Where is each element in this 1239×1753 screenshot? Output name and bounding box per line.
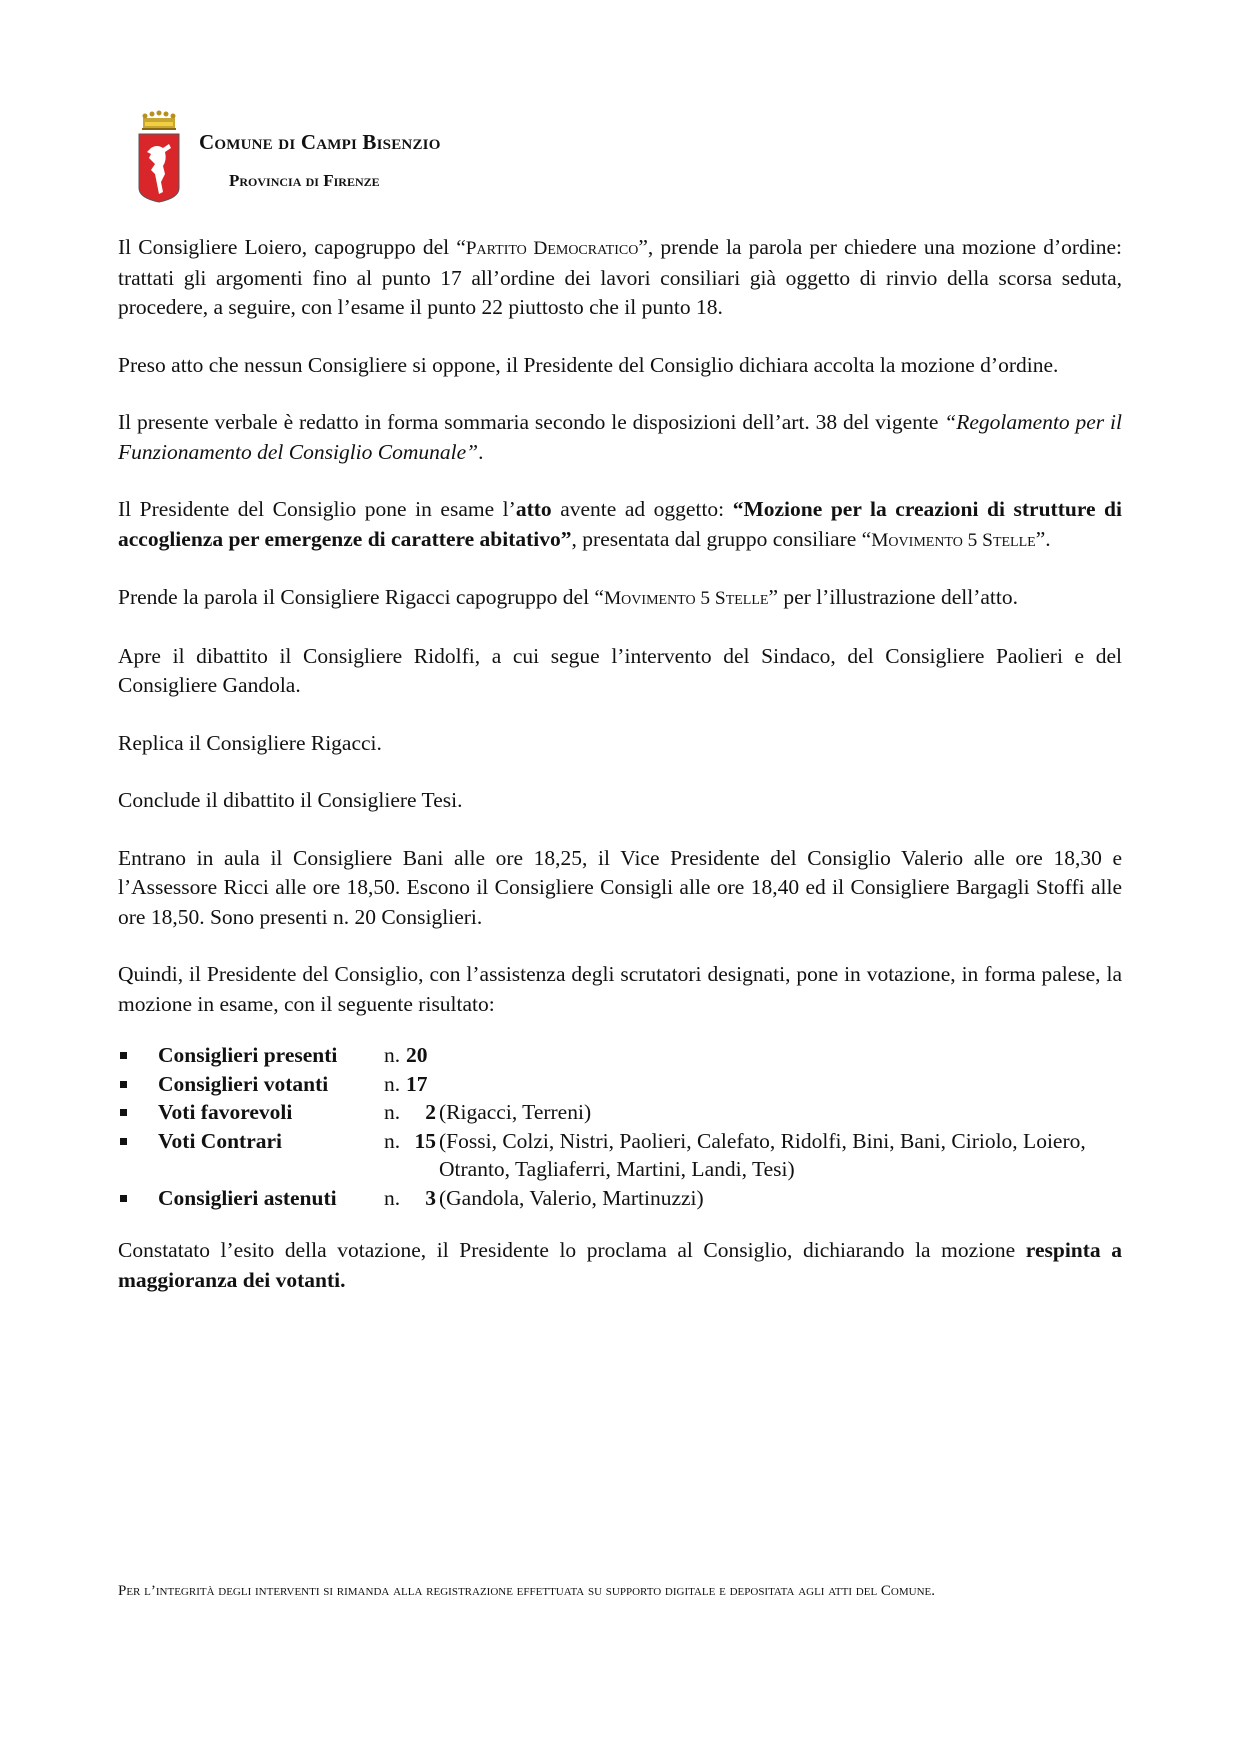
bullet-icon	[120, 1109, 127, 1116]
document-header	[137, 108, 637, 208]
paragraph-verbale: Il presente verbale è redatto in forma sommaria secondo le disposizioni dell’art. 38 del vigente “Regolamento per il Funzionamento del Consiglio Comunale”.	[118, 410, 1122, 464]
org-name: Comune di Campi Bisenzio	[199, 130, 441, 154]
bullet-icon	[120, 1138, 127, 1145]
vote-row: Voti favorevoli n. 2 (Rigacci, Terreni)	[158, 1098, 1122, 1127]
vote-results	[118, 1041, 1122, 1212]
paragraph-dibattito: Apre il dibattito il Consigliere Ridolfi, a cui segue l’intervento del Sindaco, del Consigliere Paolieri e del Consigliere Gandola.	[118, 643, 1122, 697]
vote-row: Consiglieri astenuti n. 3 (Gandola, Valerio, Martinuzzi)	[158, 1184, 1122, 1213]
bullet-icon	[120, 1081, 127, 1088]
paragraph-mozione-ordine: Il Consigliere Loiero, capogruppo del “Partito Democratico”, prende la parola per chiedere una mozione d’ordine: trattati gli argomenti fino al punto 17 all’ordine dei lavori consiliari già oggetto di rinvio della scorsa seduta, procedere, a seguire, con l’esame il punto 22 piuttosto che il punto 18.	[118, 235, 1122, 319]
org-province: Provincia di Firenze	[229, 171, 380, 190]
document-body	[118, 233, 1122, 1323]
bullet-icon	[120, 1052, 127, 1059]
paragraph-replica: Replica il Consigliere Rigacci.	[118, 730, 382, 755]
paragraph-oggetto: Il Presidente del Consiglio pone in esame l’atto avente ad oggetto: “Mozione per la creazioni di strutture di accoglienza per emergenze di carattere abitativo”, presentata dal gruppo consiliare “Movimento 5 Stelle”.	[118, 497, 1122, 551]
footer-note: Per l’integrità degli interventi si rimanda alla registrazione effettuata su supporto digitale e depositata agli atti del Comune.	[118, 1583, 936, 1599]
paragraph-esito: Constatato l’esito della votazione, il Presidente lo proclama al Consiglio, dichiarando la mozione respinta a maggioranza dei votanti.	[118, 1238, 1122, 1292]
paragraph-presenze: Entrano in aula il Consigliere Bani alle ore 18,25, il Vice Presidente del Consiglio Valerio alle ore 18,30 e l’Assessore Ricci alle ore 18,50. Escono il Consigliere Consigli alle ore 18,40 ed il Consigliere Bargagli Stoffi alle ore 18,50. Sono presenti n. 20 Consiglieri.	[118, 845, 1122, 929]
paragraph-accolta: Preso atto che nessun Consigliere si oppone, il Presidente del Consiglio dichiara accolta la mozione d’ordine.	[118, 352, 1059, 377]
paragraph-illustrazione: Prende la parola il Consigliere Rigacci capogruppo del “Movimento 5 Stelle” per l’illustrazione dell’atto.	[118, 585, 1018, 609]
vote-row: Consiglieri presenti n. 20	[158, 1041, 1122, 1070]
coat-of-arms-icon	[137, 108, 181, 204]
party-name: Movimento 5 Stelle	[603, 588, 769, 609]
party-name: Movimento 5 Stelle	[871, 529, 1036, 551]
paragraph-votazione: Quindi, il Presidente del Consiglio, con l’assistenza degli scrutatori designati, pone in votazione, in forma palese, la mozione in esame, con il seguente risultato:	[118, 962, 1122, 1016]
regolamento-title: “Regolamento per il Funzionamento del Consiglio Comunale”	[118, 410, 1122, 464]
motion-title: “Mozione per la creazioni di strutture di accoglienza per emergenze di carattere abitativo”	[118, 497, 1122, 551]
bullet-icon	[120, 1195, 127, 1202]
paragraph-conclude: Conclude il dibattito il Consigliere Tesi.	[118, 788, 463, 812]
esito-result: respinta a maggioranza dei votanti.	[118, 1238, 1122, 1292]
party-name: Partito Democratico	[465, 238, 639, 259]
vote-row: Voti Contrari n. 15 (Fossi, Colzi, Nistri, Paolieri, Calefato, Ridolfi, Bini, Bani, Ciriolo, Loiero, Otranto, Tagliaferri, Martini, Landi, Tesi)	[158, 1127, 1122, 1184]
vote-row: Consiglieri votanti n. 17	[158, 1070, 1122, 1099]
